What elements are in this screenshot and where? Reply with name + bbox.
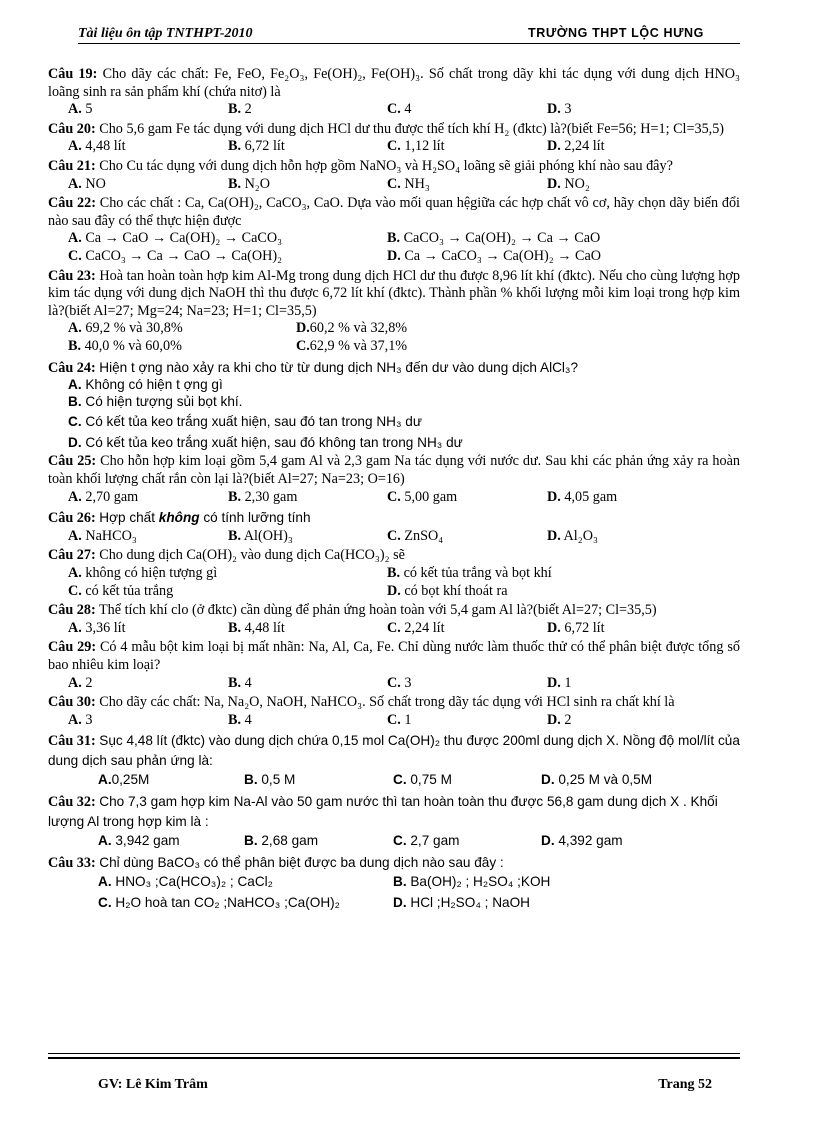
option-letter: D. <box>547 175 561 192</box>
option-d: D. có bọt khí thoát ra <box>387 582 508 599</box>
option-letter: D. <box>547 101 561 118</box>
options-row <box>48 528 740 546</box>
question-number: Câu 19: <box>48 66 98 82</box>
option-letter: C. <box>387 101 401 118</box>
options-row <box>48 583 740 601</box>
option-d: D. 2 <box>547 711 572 728</box>
option-a: A. không có hiện tượng gì <box>68 565 218 582</box>
option-a: A. 5 <box>68 101 93 118</box>
question-text: Cho các chất : Ca, Ca(OH)₂, CaCO₃, CaO. Dựa vào mối quan hệgiữa các hợp chất vô cơ, hãy chọn dãy biến đổi nào sau đây có thể thực hiện được <box>48 195 740 229</box>
option-c: C. 5,00 gam <box>387 488 458 505</box>
option-b: B. N₂O <box>228 175 271 192</box>
question-text: Có 4 mẫu bột kim loại bị mất nhãn: Na, Al, Ca, Fe. Chỉ dùng nước làm thuốc thử có thể phân biệt được tổng số bao nhiêu kim loại? <box>48 639 740 673</box>
option-letter: B. <box>228 711 242 728</box>
options-row <box>48 320 740 338</box>
option-a: A. 3,942 gam <box>98 833 180 849</box>
option-letter: A. <box>68 619 82 636</box>
option-letter: B. <box>228 138 242 155</box>
option-b: B. 0,5 M <box>244 772 296 788</box>
option-letter: D. <box>68 434 82 450</box>
header-rule <box>78 43 740 44</box>
option-d: D.60,2 % và 32,8% <box>296 320 408 337</box>
options-row <box>48 176 740 194</box>
questions-body <box>48 66 740 915</box>
option-d: D. 3 <box>547 101 572 118</box>
option-c: C. 1,12 lít <box>387 138 445 155</box>
option-b: B. 2 <box>228 101 252 118</box>
option-b: B. 2,30 gam <box>228 488 298 505</box>
option-c: C. ZnSO₄ <box>387 527 444 544</box>
option-a: A. 4,48 lít <box>68 138 126 155</box>
option-letter: D. <box>387 582 401 599</box>
option-c: C.62,9 % và 37,1% <box>296 337 408 354</box>
option-letter: C. <box>387 175 401 192</box>
question-28 <box>48 602 740 620</box>
option-letter: A. <box>98 874 112 890</box>
option-a: A. 2,70 gam <box>68 488 139 505</box>
question-number: Câu 26: <box>48 510 96 527</box>
option-c: C. 2,7 gam <box>393 833 460 849</box>
option-c: C. có kết tủa trắng <box>68 582 174 599</box>
options-row <box>48 894 740 915</box>
option-letter: D. <box>541 833 555 849</box>
option-b: B. 2,68 gam <box>244 833 319 849</box>
option-a: A. 69,2 % và 30,8% <box>68 320 183 337</box>
question-text: Hiện t ợng nào xảy ra khi cho từ từ dung dịch NH₃ đến dư vào dung dịch AlCl₃? <box>99 359 579 375</box>
option-c: C. 1 <box>387 711 412 728</box>
option-c: C. 0,75 M <box>393 772 452 788</box>
option-letter: A. <box>68 320 82 337</box>
option-letter: D. <box>387 247 401 264</box>
question-number: Câu 23: <box>48 267 96 284</box>
option-letter: A. <box>68 230 82 247</box>
question-33 <box>48 853 740 873</box>
option-a: A. Ca → CaO → Ca(OH)₂ → CaCO₃ <box>68 230 283 247</box>
question-27 <box>48 547 740 565</box>
footer-teacher: GV: Lê Kim Trâm <box>98 1077 208 1092</box>
option-letter: B. <box>387 230 401 247</box>
option-c: C. CaCO₃ → Ca → CaO → Ca(OH)₂ <box>68 247 283 264</box>
option-letter: B. <box>68 337 82 354</box>
option-letter: A. <box>68 138 82 155</box>
option-letter: C. <box>387 138 401 155</box>
question-text: Cho dãy các chất: Na, Na₂O, NaOH, NaHCO₃. Số chất trong dãy tác dụng với HCl sinh ra chất khí là <box>99 694 675 711</box>
option-letter: A. <box>68 488 82 505</box>
option-letter: B. <box>393 874 407 890</box>
question-text-pre: Hợp chất <box>99 510 159 526</box>
option-b: B. 40,0 % và 60,0% <box>68 337 182 354</box>
question-19 <box>48 66 740 101</box>
options-row <box>48 230 740 248</box>
option-letter: C. <box>387 619 401 636</box>
option-a: A. 3 <box>68 711 93 728</box>
footer-page-number: Trang 52 <box>658 1077 712 1092</box>
options-list <box>48 377 740 451</box>
options-row <box>48 138 740 156</box>
option-letter: A. <box>98 833 112 849</box>
options-row <box>48 873 740 894</box>
option-letter: C. <box>393 772 407 788</box>
header-school-name: TRƯỜNG THPT LỘC HƯNG <box>527 26 704 40</box>
option-d: D. 4,05 gam <box>547 488 618 505</box>
question-text: Cho dãy các chất: Fe, FeO, Fe₂O₃, Fe(OH)₂, Fe(OH)₃. Số chất trong dãy khi tác dụng với dung dịch HNO₃ loãng sinh ra sản phẩm khí (chứa nitơ) là <box>48 66 741 100</box>
option-letter: A. <box>68 565 82 582</box>
option-b: B. 4 <box>228 674 252 691</box>
option-a: A. 2 <box>68 674 93 691</box>
option-letter: B. <box>228 488 242 505</box>
option-letter: A. <box>68 377 82 393</box>
option-d: D. 4,392 gam <box>541 833 623 849</box>
question-20 <box>48 121 740 139</box>
option-letter: B. <box>228 619 242 636</box>
option-letter: C. <box>68 414 82 430</box>
question-30 <box>48 694 740 712</box>
footer-rule-thin <box>48 1053 740 1054</box>
option-letter: B. <box>228 674 242 691</box>
option-letter: D. <box>547 674 561 691</box>
question-number: Câu 25: <box>48 453 97 470</box>
option-letter: C. <box>68 247 82 264</box>
option-b: B. 4,48 lít <box>228 619 285 636</box>
option-b: B. 4 <box>228 711 252 728</box>
option-letter: B. <box>68 393 82 409</box>
option-letter: C. <box>387 527 401 544</box>
option-letter: A. <box>68 101 82 118</box>
option-a: A. Không có hiện t ợng gì <box>68 377 223 393</box>
option-c: C. Có kết tủa keo trắng xuất hiện, sau đó tan trong NH₃ dư <box>68 414 422 430</box>
options-row <box>48 712 740 730</box>
options-row <box>48 565 740 583</box>
option-d: D. Có kết tủa keo trắng xuất hiện, sau đó không tan trong NH₃ dư <box>68 434 463 450</box>
option-b: B. 6,72 lít <box>228 138 285 155</box>
option-b: B. Có hiện tượng sủi bọt khí. <box>68 393 243 409</box>
question-number: Câu 21: <box>48 157 96 174</box>
question-text: Cho hỗn hợp kim loại gồm 5,4 gam Al và 2,3 gam Na tác dụng với nước dư. Sau khi các phản ứng xảy ra hoàn toàn khối lượng chất rắn còn lại là?(biết Al=27; Na=23; O=16) <box>48 453 740 488</box>
options-row <box>48 489 740 507</box>
option-d: D. 6,72 lít <box>547 619 605 636</box>
question-number: Câu 31: <box>48 733 96 750</box>
option-letter: C. <box>296 337 310 354</box>
option-a: A. 3,36 lít <box>68 619 126 636</box>
question-number: Câu 32: <box>48 794 96 811</box>
question-22 <box>48 195 740 230</box>
option-b: B. Al(OH)₃ <box>228 527 293 544</box>
option-letter: B. <box>387 565 401 582</box>
option-a: A.0,25M <box>98 772 150 788</box>
question-text: Chỉ dùng BaCO₃ có thể phân biệt được ba dung dịch nào sau đây : <box>99 855 504 871</box>
options-row <box>48 101 740 119</box>
question-number: Câu 28: <box>48 602 96 619</box>
option-letter: C. <box>387 488 401 505</box>
question-number: Câu 30: <box>48 694 96 711</box>
option-letter: D. <box>547 527 561 544</box>
option-a: A. NaHCO₃ <box>68 527 137 544</box>
question-number: Câu 29: <box>48 639 97 656</box>
question-21 <box>48 158 740 176</box>
question-number: Câu 24: <box>48 359 96 376</box>
option-letter: D. <box>296 320 310 337</box>
option-letter: C. <box>68 582 82 599</box>
option-c: C. H₂O hoà tan CO₂ ;NaHCO₃ ;Ca(OH)₂ <box>98 895 340 911</box>
question-26 <box>48 509 740 528</box>
option-a: A. HNO₃ ;Ca(HCO₃)₂ ; CaCl₂ <box>98 874 273 890</box>
option-d: D. NO₂ <box>547 175 590 192</box>
option-letter: D. <box>393 895 407 911</box>
option-c: C. 2,24 lít <box>387 619 445 636</box>
option-d: D. Ca → CaCO₃ → Ca(OH)₂ → CaO <box>387 247 602 264</box>
option-letter: A. <box>68 711 82 728</box>
question-text: Sục 4,48 lít (đktc) vào dung dịch chứa 0,15 mol Ca(OH)₂ thu được 200ml dung dịch X. Nồng độ mol/lít của dung dịch sau phản ứng là: <box>48 733 740 769</box>
question-number: Câu 22: <box>48 195 96 212</box>
option-letter: B. <box>228 527 242 544</box>
question-number: Câu 20: <box>48 120 96 137</box>
option-b: B. CaCO₃ → Ca(OH)₂ → Ca → CaO <box>387 230 601 247</box>
question-29 <box>48 639 740 674</box>
option-d: D. 1 <box>547 674 572 691</box>
option-letter: C. <box>387 674 401 691</box>
question-text: Hoà tan hoàn toàn hợp kim Al-Mg trong dung dịch HCl dư thu được 8,96 lít khí (đktc). Nếu cho cùng lượng hợp kim tác dụng với dung dịch NaOH thì thu được 6,72 lít khí (đktc). Thành phần % khối lượng mỗi kim loại trong hợp kim là?(biết Al=27; Mg=24; Na=23; H=1; Cl=35,5) <box>48 267 740 319</box>
options-row <box>48 248 740 266</box>
question-number: Câu 27: <box>48 547 96 564</box>
page-header <box>78 24 740 44</box>
question-32 <box>48 792 740 832</box>
option-letter: B. <box>228 175 242 192</box>
header-doc-title: Tài liệu ôn tập TNTHPT-2010 <box>78 26 253 41</box>
question-text-post: có tính lưỡng tính <box>199 510 311 526</box>
option-letter: C. <box>387 711 401 728</box>
question-text-emphasis: không <box>158 510 200 526</box>
options-row <box>48 338 740 356</box>
option-letter: C. <box>393 833 407 849</box>
option-b: B. có kết tủa trắng và bọt khí <box>387 565 552 582</box>
option-letter: C. <box>98 895 112 911</box>
option-c: C. 4 <box>387 101 412 118</box>
question-text: Cho dung dịch Ca(OH)₂ vào dung dịch Ca(HCO₃)₂ sẽ <box>99 547 405 564</box>
option-letter: D. <box>547 488 561 505</box>
option-a: A. NO <box>68 175 106 192</box>
question-text: Cho 7,3 gam hợp kim Na-Al vào 50 gam nước thì tan hoàn toàn thu được 56,8 gam dung dịch X . Khối lượng Al trong hợp kim là : <box>48 794 718 830</box>
question-number: Câu 33: <box>48 855 96 872</box>
question-text: Cho Cu tác dụng với dung dịch hỗn hợp gồm NaNO₃ và H₂SO₄ loãng sẽ giải phóng khí nào sau đây? <box>99 157 673 174</box>
option-letter: B. <box>228 101 242 118</box>
option-b: B. Ba(OH)₂ ; H₂SO₄ ;KOH <box>393 874 551 890</box>
question-24 <box>48 359 740 378</box>
option-c: C. NH₃ <box>387 175 430 192</box>
question-23 <box>48 268 740 321</box>
options-row <box>48 675 740 693</box>
option-d: D. Al₂O₃ <box>547 527 598 544</box>
options-row <box>48 620 740 638</box>
question-text: Cho 5,6 gam Fe tác dụng với dung dịch HCl dư thu được thể tích khí H₂ (đktc) là?(biết Fe=56; H=1; Cl=35,5) <box>99 120 725 137</box>
footer-rule-thick <box>48 1057 740 1059</box>
option-letter: D. <box>541 772 555 788</box>
option-letter: B. <box>244 772 258 788</box>
option-letter: D. <box>547 619 561 636</box>
options-row <box>48 832 740 851</box>
option-letter: D. <box>547 711 561 728</box>
option-letter: A. <box>98 772 112 788</box>
option-letter: D. <box>547 138 561 155</box>
option-d: D. 0,25 M và 0,5M <box>541 772 653 788</box>
option-letter: A. <box>68 674 82 691</box>
option-letter: A. <box>68 527 82 544</box>
option-letter: B. <box>244 833 258 849</box>
question-text: Thể tích khí clo (ở đktc) cần dùng để phản ứng hoàn toàn với 5,4 gam Al là?(biết Al=27; Cl=35,5) <box>99 602 657 619</box>
options-row <box>48 771 740 790</box>
option-d: D. 2,24 lít <box>547 138 605 155</box>
question-25 <box>48 453 740 488</box>
option-letter: A. <box>68 175 82 192</box>
question-31 <box>48 731 740 771</box>
option-c: C. 3 <box>387 674 412 691</box>
option-d: D. HCl ;H₂SO₄ ; NaOH <box>393 895 530 911</box>
